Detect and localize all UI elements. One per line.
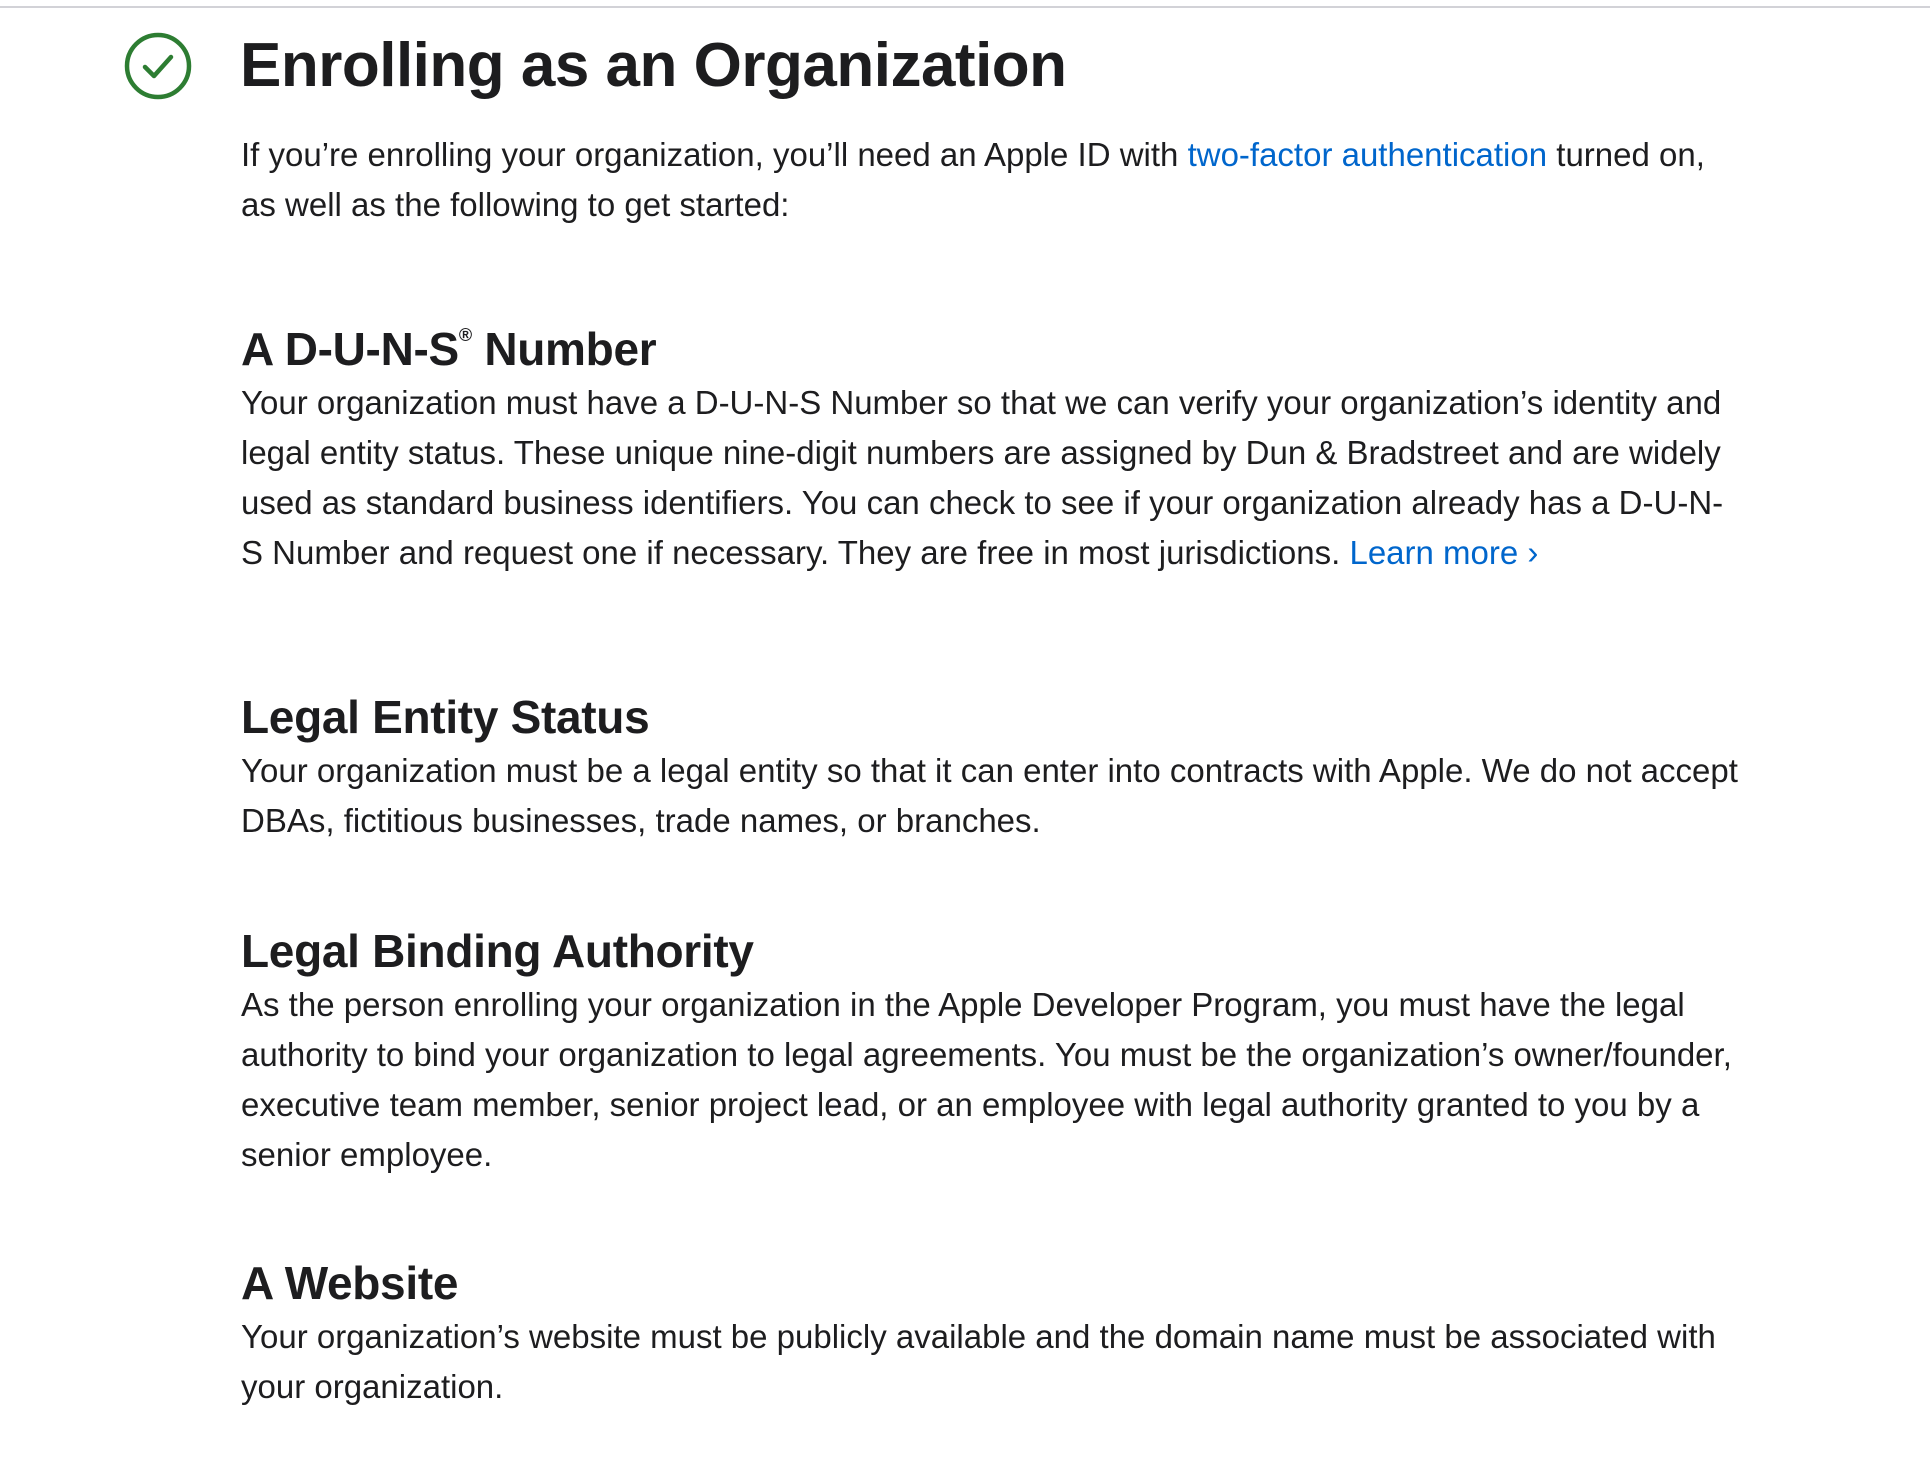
page-title: Enrolling as an Organization (240, 31, 1067, 100)
duns-number-section (241, 306, 1741, 578)
intro-paragraph (241, 130, 1741, 230)
duns-heading-end: Number (471, 323, 657, 375)
legal-binding-authority-section (241, 922, 1741, 1180)
registered-trademark-mark: ® (458, 325, 472, 345)
legal-binding-authority-description: As the person enrolling your organization in the Apple Developer Program, you must have the legal authority to bind your organization to legal agreements. You must be the organization’s owner/founder, executive team member, senior project lead, or an employee with legal authority granted to you by a senior employee. (241, 986, 1732, 1173)
intro-text-start: If you’re enrolling your organization, you’ll need an Apple ID with (241, 136, 1188, 173)
legal-binding-authority-heading: Legal Binding Authority (241, 925, 754, 977)
check-circle-icon (124, 32, 192, 100)
learn-more-link[interactable]: Learn more › (1349, 534, 1539, 571)
two-factor-authentication-link[interactable]: two-factor authentication (1187, 136, 1548, 173)
website-description: Your organization’s website must be publicly available and the domain name must be associated with your organization. (241, 1318, 1716, 1405)
legal-entity-status-description: Your organization must be a legal entity so that it can enter into contracts with Apple. We do not accept DBAs, fictitious businesses, trade names, or branches. (241, 752, 1738, 839)
website-section (241, 1254, 1741, 1412)
legal-entity-status-section (241, 688, 1741, 846)
website-heading: A Website (241, 1257, 459, 1309)
duns-heading-main: A D-U-N-S (241, 323, 459, 375)
top-divider (0, 6, 1930, 8)
duns-number-heading (241, 306, 1741, 378)
duns-body-text: Your organization must have a D-U-N-S Number so that we can verify your organization’s identity and legal entity status. These unique nine-digit numbers are assigned by Dun & Bradstreet and are widely used as standard business identifiers. You can check to see if your organization already has a D-U-N-S Number and request one if necessary. They are free in most jurisdictions. (241, 384, 1724, 571)
duns-number-description (241, 378, 1741, 578)
legal-entity-status-heading: Legal Entity Status (241, 691, 650, 743)
intro-text-end: turned on, as well as the following to get started: (241, 136, 1705, 223)
